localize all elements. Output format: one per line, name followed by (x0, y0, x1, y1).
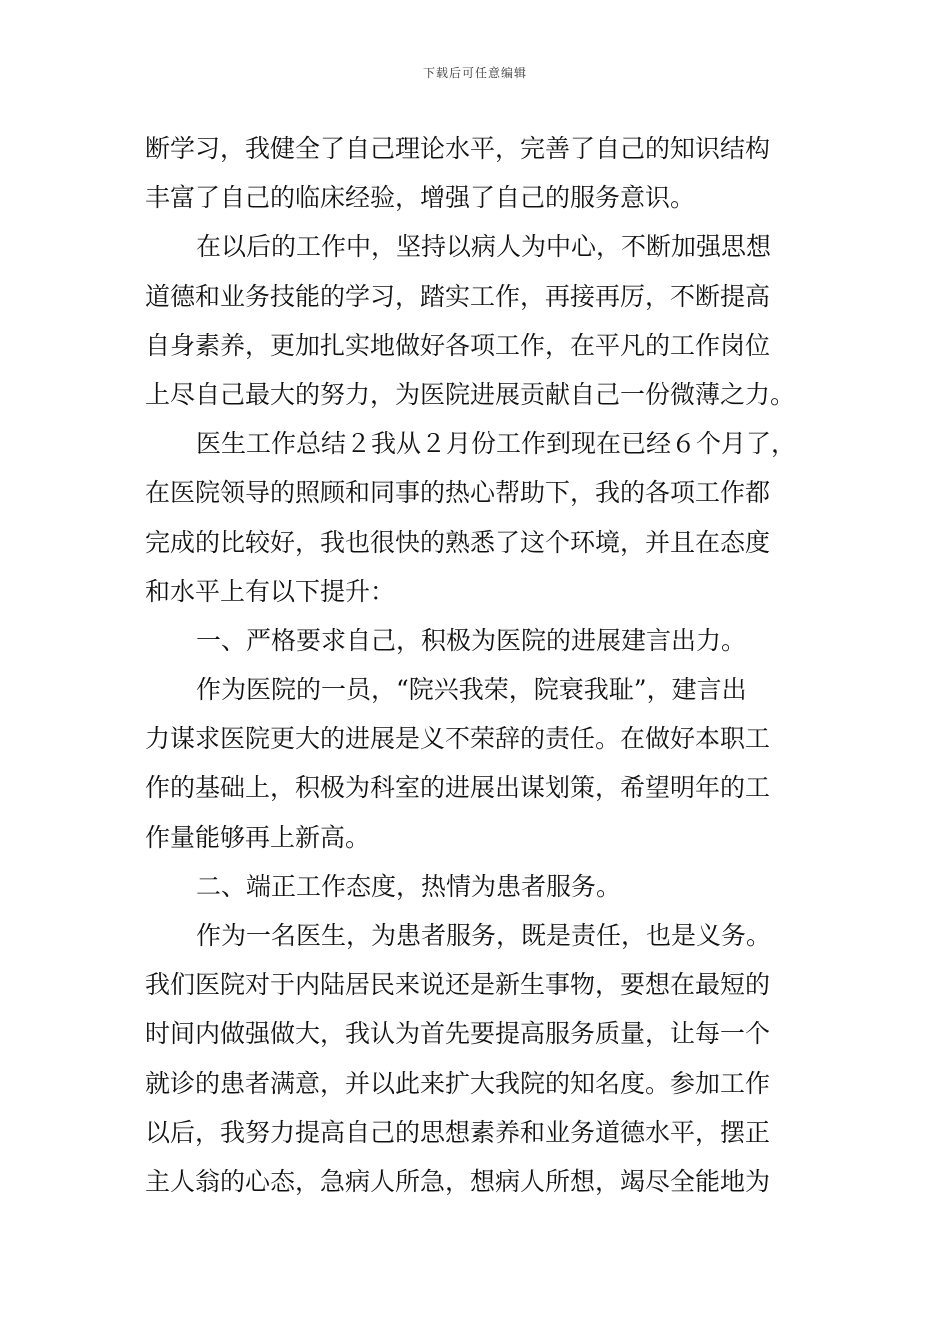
text-line: 作的基础上，积极为科室的进展出谋划策，希望明年的工 (145, 773, 771, 803)
text-line: 在以后的工作中，坚持以病人为中心，不断加强思想 (196, 232, 772, 262)
document-body (145, 124, 810, 1206)
text-line: 医生工作总结２我从２月份工作到现在已经６个月了， (196, 429, 797, 459)
text-line: 在医院领导的照顾和同事的热心帮助下，我的各项工作都 (145, 478, 771, 508)
text-line: 作量能够再上新高。 (145, 822, 371, 852)
text-line: 断学习，我健全了自己理论水平，完善了自己的知识结构 (145, 134, 771, 163)
text-line: 自身素养，更加扎实地做好各项工作，在平凡的工作岗位 (145, 330, 771, 360)
text-line: 时间内做强做大，我认为首先要提高服务质量，让每一个 (145, 1019, 771, 1049)
text-line: 以后，我努力提高自己的思想素养和业务道德水平，摆正 (145, 1117, 771, 1147)
text-line: 作为医院的一员，“院兴我荣，院衰我耻”，建言出 (196, 675, 747, 705)
text-line: 和水平上有以下提升： (145, 576, 396, 606)
text-line: 力谋求医院更大的进展是义不荣辞的责任。在做好本职工 (145, 724, 771, 754)
text-line: 就诊的患者满意，并以此来扩大我院的知名度。参加工作 (145, 1068, 771, 1098)
text-line: 丰富了自己的临床经验，增强了自己的服务意识。 (145, 183, 696, 213)
text-line: 二、端正工作态度，热情为患者服务。 (196, 871, 622, 901)
page-header-note: 下载后可任意编辑 (422, 66, 527, 80)
text-line: 主人翁的心态，急病人所急，想病人所想，竭尽全能地为 (145, 1166, 771, 1196)
text-line: 上尽自己最大的努力，为医院进展贡献自己一份微薄之力。 (145, 379, 796, 409)
text-line: 一、严格要求自己，积极为医院的进展建言出力。 (196, 625, 747, 655)
text-line: 道德和业务技能的学习，踏实工作，再接再厉，不断提高 (145, 281, 771, 311)
text-line: 完成的比较好，我也很快的熟悉了这个环境，并且在态度 (145, 527, 771, 557)
text-line: 作为一名医生，为患者服务，既是责任，也是义务。 (196, 921, 772, 950)
text-line: 我们医院对于内陆居民来说还是新生事物，要想在最短的 (145, 970, 771, 1000)
